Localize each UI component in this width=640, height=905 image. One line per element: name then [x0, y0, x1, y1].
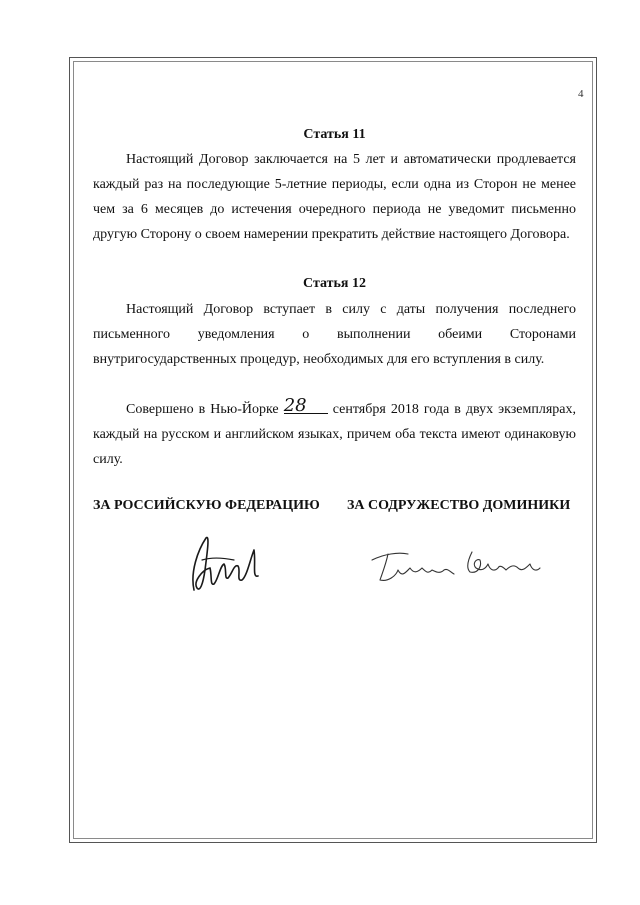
article-11-heading: Статья 11: [303, 127, 366, 142]
closing-before-date: Совершено в Нью-Йорке: [126, 402, 279, 417]
page-number: 4: [578, 88, 584, 100]
article-11-text: [93, 147, 576, 247]
closing-after-date: сентября 2018 года в двух экземплярах, каждый на русском и английском языках, причем оба текста имеют одинаковую силу.: [93, 402, 577, 467]
article-12-heading: Статья 12: [303, 276, 366, 291]
signature-dominica: [368, 542, 548, 590]
signature-russian-federation: [180, 530, 272, 600]
party-russian-federation: ЗА РОССИЙСКУЮ ФЕДЕРАЦИЮ: [93, 498, 320, 513]
party-dominica: ЗА СОДРУЖЕСТВО ДОМИНИКИ: [347, 498, 571, 513]
article-12-text: [93, 297, 576, 372]
article-11-body: Настоящий Договор заключается на 5 лет и автоматически продлевается каждый раз на последующие 5-летние периоды, если одна из Сторон не менее чем за 6 месяцев до истечения очередного периода не уведомит письменно другую Сторону о своем намерении прекратить действие настоящего Договора.: [93, 152, 576, 242]
closing-paragraph: [93, 397, 576, 472]
handwritten-day: 28: [284, 399, 328, 414]
article-12-body: Настоящий Договор вступает в силу с даты получения последнего письменного уведомления о выполнении обеими Сторонами внутригосударственных процедур, необходимых для его вступления в силу.: [93, 302, 576, 367]
